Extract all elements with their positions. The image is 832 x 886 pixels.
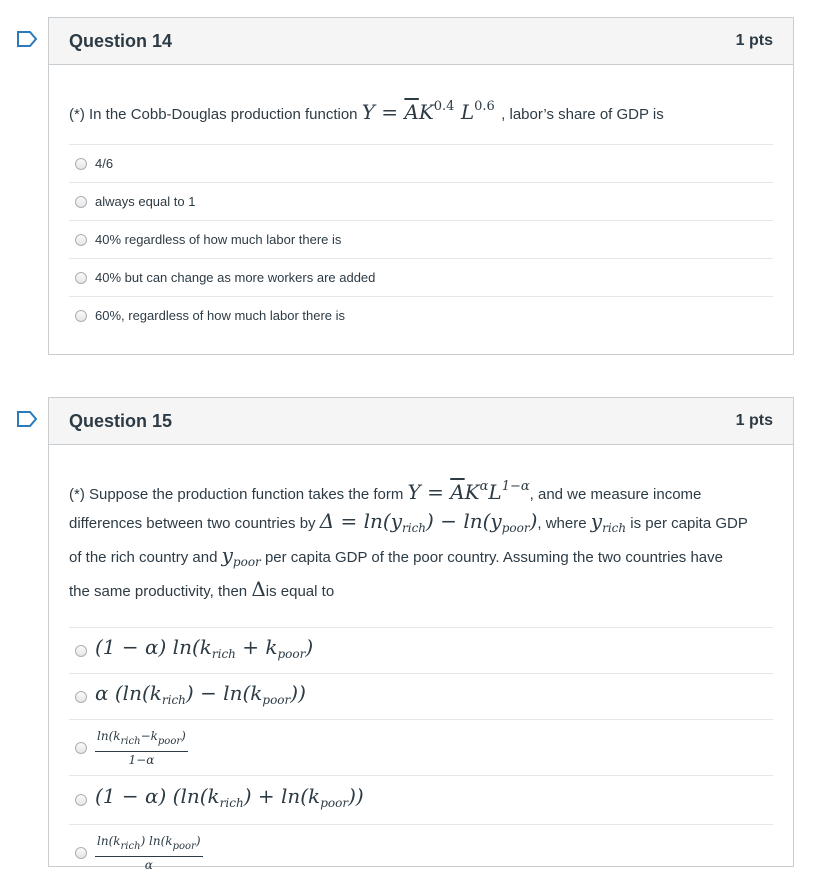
radio-button[interactable] [75,645,87,657]
answer-option[interactable]: 40% but can change as more workers are added [69,258,773,296]
answer-option[interactable]: always equal to 1 [69,182,773,220]
answer-list [69,144,773,334]
answer-option[interactable]: $\frac{\ln(k_{rich}-k_{poor})}{1-\alpha}$ [69,719,773,775]
flag-question-icon[interactable] [16,30,38,48]
question-points: 1 pts [735,32,773,49]
radio-button[interactable] [75,310,87,322]
radio-button[interactable] [75,691,87,703]
radio-button[interactable] [75,847,87,859]
delta-formula: $\Delta = \ln(y_{rich}) - \ln(y_{poor})$ [319,509,538,535]
question-prompt: (*) In the Cobb-Douglas production function $Y = \overline{A}K^{0.4}$ $L^{0.6}$ , labor’s share of GDP is [69,99,664,124]
question-title: Question 15 [69,410,173,431]
radio-button[interactable] [75,794,87,806]
answer-option[interactable]: $\frac{\ln(k_{rich}) \ln(k_{poor})}{\alpha}$ [69,824,773,880]
answer-option[interactable]: (1 − α) $(\ln(k_{rich}) + \ln(k_{poor}))$ [69,775,773,824]
answer-option[interactable]: 60%, regardless of how much labor there is [69,296,773,334]
question-15 [48,397,794,872]
question-header [49,398,793,445]
production-function-formula: $Y = \overline{A}K^\alpha L^{1-\alpha}$ [407,479,530,504]
radio-button[interactable] [75,272,87,284]
answer-option[interactable]: 40% regardless of how much labor there is [69,220,773,258]
question-14 [48,17,794,355]
question-title: Question 14 [69,30,173,51]
cobb-douglas-formula: $Y = \overline{A}K^{0.4}$ $L^{0.6}$ [361,99,495,124]
question-prompt: (*) Suppose the production function takes the form $Y = \overline{A}K^\alpha L^{1-\alpha}$, and we measure income differences between two countries by $\Delta = \ln(y_{rich}) - \ln(y_{poor})$, where $y_{rich}$ is per capita GDP of the rich country and $y_{poor}$ per capita GDP of the poor country. Assuming the two countries have the same productivity, then Δis equal to [69,479,748,601]
radio-button[interactable] [75,234,87,246]
answer-option[interactable]: α $(\ln(k_{rich}) - \ln(k_{poor}))$ [69,673,773,719]
flag-question-icon[interactable] [16,410,38,428]
answer-list [69,627,773,880]
radio-button[interactable] [75,158,87,170]
question-body [49,445,793,880]
question-points: 1 pts [735,412,773,429]
radio-button[interactable] [75,196,87,208]
radio-button[interactable] [75,742,87,754]
question-body [49,65,793,334]
question-header [49,18,793,65]
answer-option[interactable]: 4/6 [69,144,773,182]
answer-option[interactable]: (1 − α) $\ln(k_{rich} + k_{poor})$ [69,627,773,673]
